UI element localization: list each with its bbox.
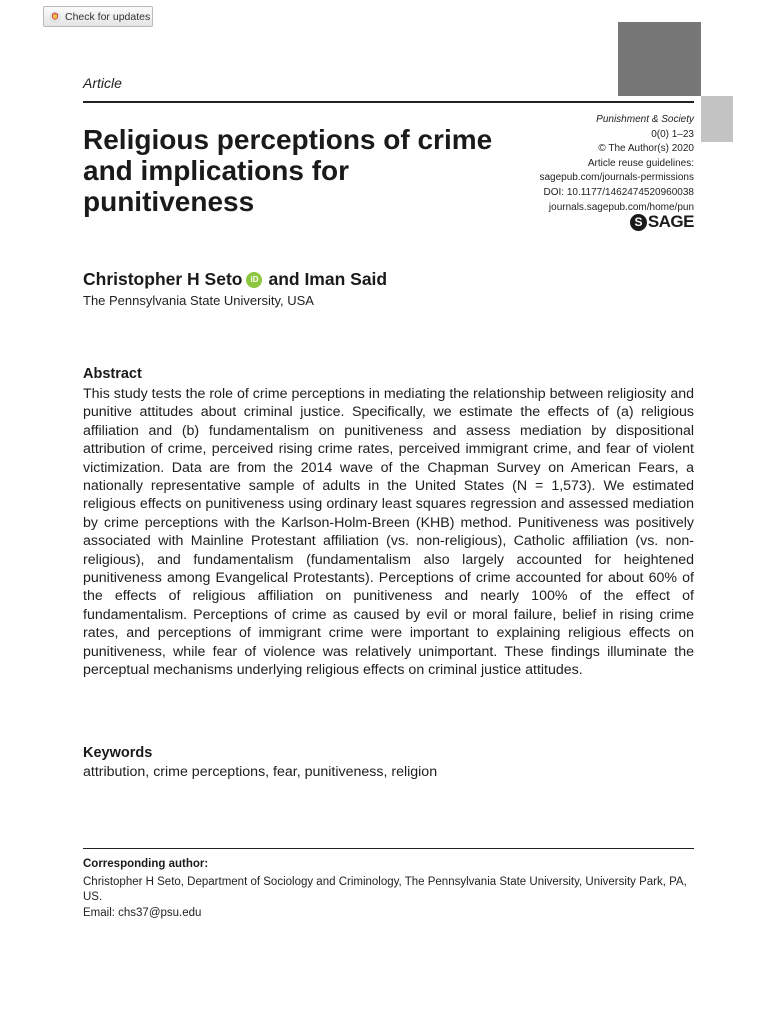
first-author[interactable]: Christopher H Seto [83, 269, 243, 289]
second-author: and Iman Said [268, 269, 388, 289]
article-type-label: Article [83, 75, 122, 91]
journal-metadata [480, 113, 694, 215]
corresponding-author-details [83, 875, 695, 921]
corresponding-author-address: Christopher H Seto, Department of Sociology and Criminology, The Pennsylvania State University, University Park, PA, US. [83, 876, 687, 904]
author-line [83, 269, 387, 290]
abstract-text: This study tests the role of crime perceptions in mediating the relationship between religiosity and punitive attitudes about criminal justice. Specifically, we estimate the effects of (a) religious affiliation and (b) fundamentalism on punitiveness and assess mediation by dispositional attribution of crime, perceived rising crime rates, perceived immigrant crime, and fear of violent victimization. Data are from the 2014 wave of the Chapman Survey on American Fears, a nationally representative sample of adults in the United States (N = 1,573). We estimated religious effects on punitiveness using ordinary least squares regression and assessed mediation by crime perceptions with the Karlson-Holm-Breen (KHB) method. Punitiveness was positively associated with Mainline Protestant affiliation (vs. non-religious), Catholic affiliation (vs. non-religious), and fundamentalism (fundamentalism also largely accounted for heightened punitiveness among Evangelical Protestants). Perceptions of crime accounted for about 60% of the effects of religious affiliation on punitiveness and nearly 100% of the effect of fundamentalism. Perceptions of crime as caused by evil or moral failure, belief in rising crime rates, and perceptions of immigrant crime were important to explaining religious effects on punitiveness, while fear of violence was relatively unimportant. These findings illuminate the perceptual mechanisms underlying religious effects on criminal justice attitudes. [83, 386, 694, 679]
reuse-guidelines-label: Article reuse guidelines: [587, 157, 694, 169]
header-divider [83, 101, 694, 103]
footnote-divider [83, 848, 694, 849]
check-for-updates-button[interactable] [43, 6, 153, 27]
journal-name: Punishment & Society [596, 114, 694, 125]
copyright-notice: © The Author(s) 2020 [598, 143, 694, 155]
grey-corner-block [618, 22, 701, 96]
permissions-link[interactable]: sagepub.com/journals-permissions [539, 172, 694, 184]
sage-logo [620, 210, 694, 234]
sage-wordmark: SAGE [647, 212, 694, 231]
doi-link[interactable]: DOI: 10.1177/1462474520960038 [543, 186, 694, 198]
journal-home-link[interactable]: journals.sagepub.com/home/pun [548, 201, 694, 213]
volume-pages: 0(0) 1–23 [651, 128, 694, 140]
grey-corner-block-small [701, 96, 733, 142]
author-affiliation: The Pennsylvania State University, USA [83, 293, 314, 308]
check-for-updates-label: Check for updates [65, 10, 151, 23]
corresponding-author-heading: Corresponding author: [83, 858, 209, 870]
article-title: Religious perceptions of crime and implications for punitiveness [83, 124, 493, 217]
abstract-heading: Abstract [83, 366, 142, 382]
keywords-list: attribution, crime perceptions, fear, punitiveness, religion [83, 764, 438, 780]
keywords-heading: Keywords [83, 745, 153, 761]
corresponding-author-email[interactable]: Email: chs37@psu.edu [83, 906, 202, 919]
orcid-icon[interactable]: iD [246, 272, 262, 288]
crossmark-icon [49, 11, 61, 23]
sage-s-icon: S [630, 214, 647, 231]
